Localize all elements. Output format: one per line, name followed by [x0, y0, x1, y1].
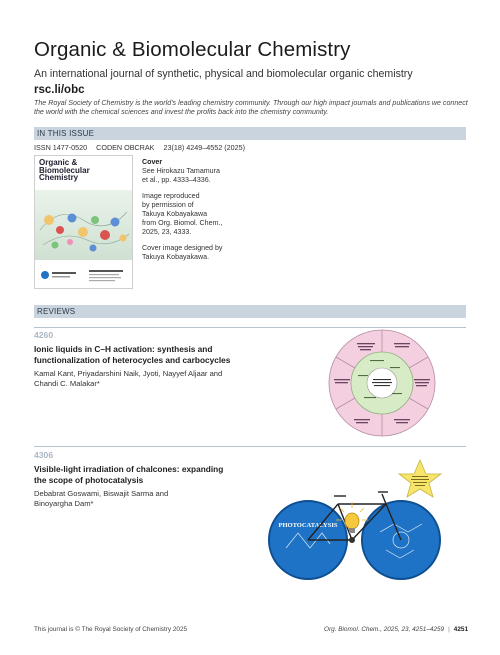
review-page-number: 4306 [34, 450, 54, 460]
review-title[interactable]: Visible-light irradiation of chalcones: expanding the scope of photocatalysis [34, 464, 224, 485]
issue-meta [34, 143, 245, 152]
review-title[interactable]: Ionic liquids in C–H activation: synthesis and functionalization of heterocycles and carbocycles [34, 344, 231, 365]
cover-repro-line: Takuya Kobayakawa [142, 210, 208, 218]
cover-repro-line: 2025, 23, 4333. [142, 228, 192, 236]
cover-artwork [35, 190, 132, 260]
section-in-this-issue: IN THIS ISSUE [34, 127, 466, 140]
review-page-number: 4260 [34, 330, 54, 340]
cover-description [142, 158, 252, 269]
cover-see: See Hirokazu Tamamura [142, 167, 220, 175]
cover-thumb-title: Organic & Biomolecular Chemistry [39, 158, 90, 182]
cover-caption: Cover [142, 158, 163, 166]
photocatalysis-label: PHOTOCATALYSIS [278, 522, 338, 529]
cover-designer-line: Takuya Kobayakawa. [142, 253, 210, 261]
journal-title: Organic & Biomolecular Chemistry [34, 38, 351, 61]
review-entry-4260[interactable] [34, 330, 234, 389]
issn: ISSN 1477-0520 [34, 143, 88, 152]
cover-repro-line: from Org. Biomol. Chem., [142, 219, 223, 227]
journal-url-link[interactable]: rsc.li/obc [34, 84, 85, 96]
cover-see-pages: et al., pp. 4333–4336. [142, 176, 211, 184]
cover-designer-line: Cover image designed by [142, 244, 223, 252]
journal-subtitle: An international journal of synthetic, physical and biomolecular organic chemistry [34, 68, 413, 80]
coden: CODEN OBCRAK [96, 143, 155, 152]
cover-repro-line: by permission of [142, 201, 194, 209]
graphical-abstract-bicycle [268, 458, 468, 586]
review-entry-4306[interactable] [34, 450, 234, 509]
footer-separator: | [448, 626, 450, 633]
graphical-abstract-wheel [302, 327, 464, 439]
footer-journal-ref: Org. Biomol. Chem., 2025, 23, 4251–4259 [324, 626, 445, 633]
cover-repro-line: Image reproduced [142, 192, 200, 200]
cover-thumbnail[interactable] [34, 155, 133, 289]
review-authors: Debabrat Goswami, Biswajit Sarma and Binoyargha Dam* [34, 489, 169, 508]
review-authors: Kamal Kant, Priyadarshini Naik, Jyoti, Nayyef Aljaar and Chandi C. Malakar* [34, 369, 223, 388]
rsc-blurb: The Royal Society of Chemistry is the world's leading chemistry community. Through our high impact journals and publications we connect the world with the chemical sciences and invest the profits back into the chemistry community. [34, 99, 468, 116]
cover-publisher-logo [39, 264, 128, 286]
volume-info: 23(18) 4249–4552 (2025) [163, 143, 245, 152]
footer-copyright: This journal is © The Royal Society of Chemistry 2025 [34, 626, 188, 633]
footer-citation [324, 626, 468, 633]
divider [34, 446, 466, 447]
section-reviews: REVIEWS [34, 305, 466, 318]
footer-page-number: 4251 [453, 626, 468, 633]
